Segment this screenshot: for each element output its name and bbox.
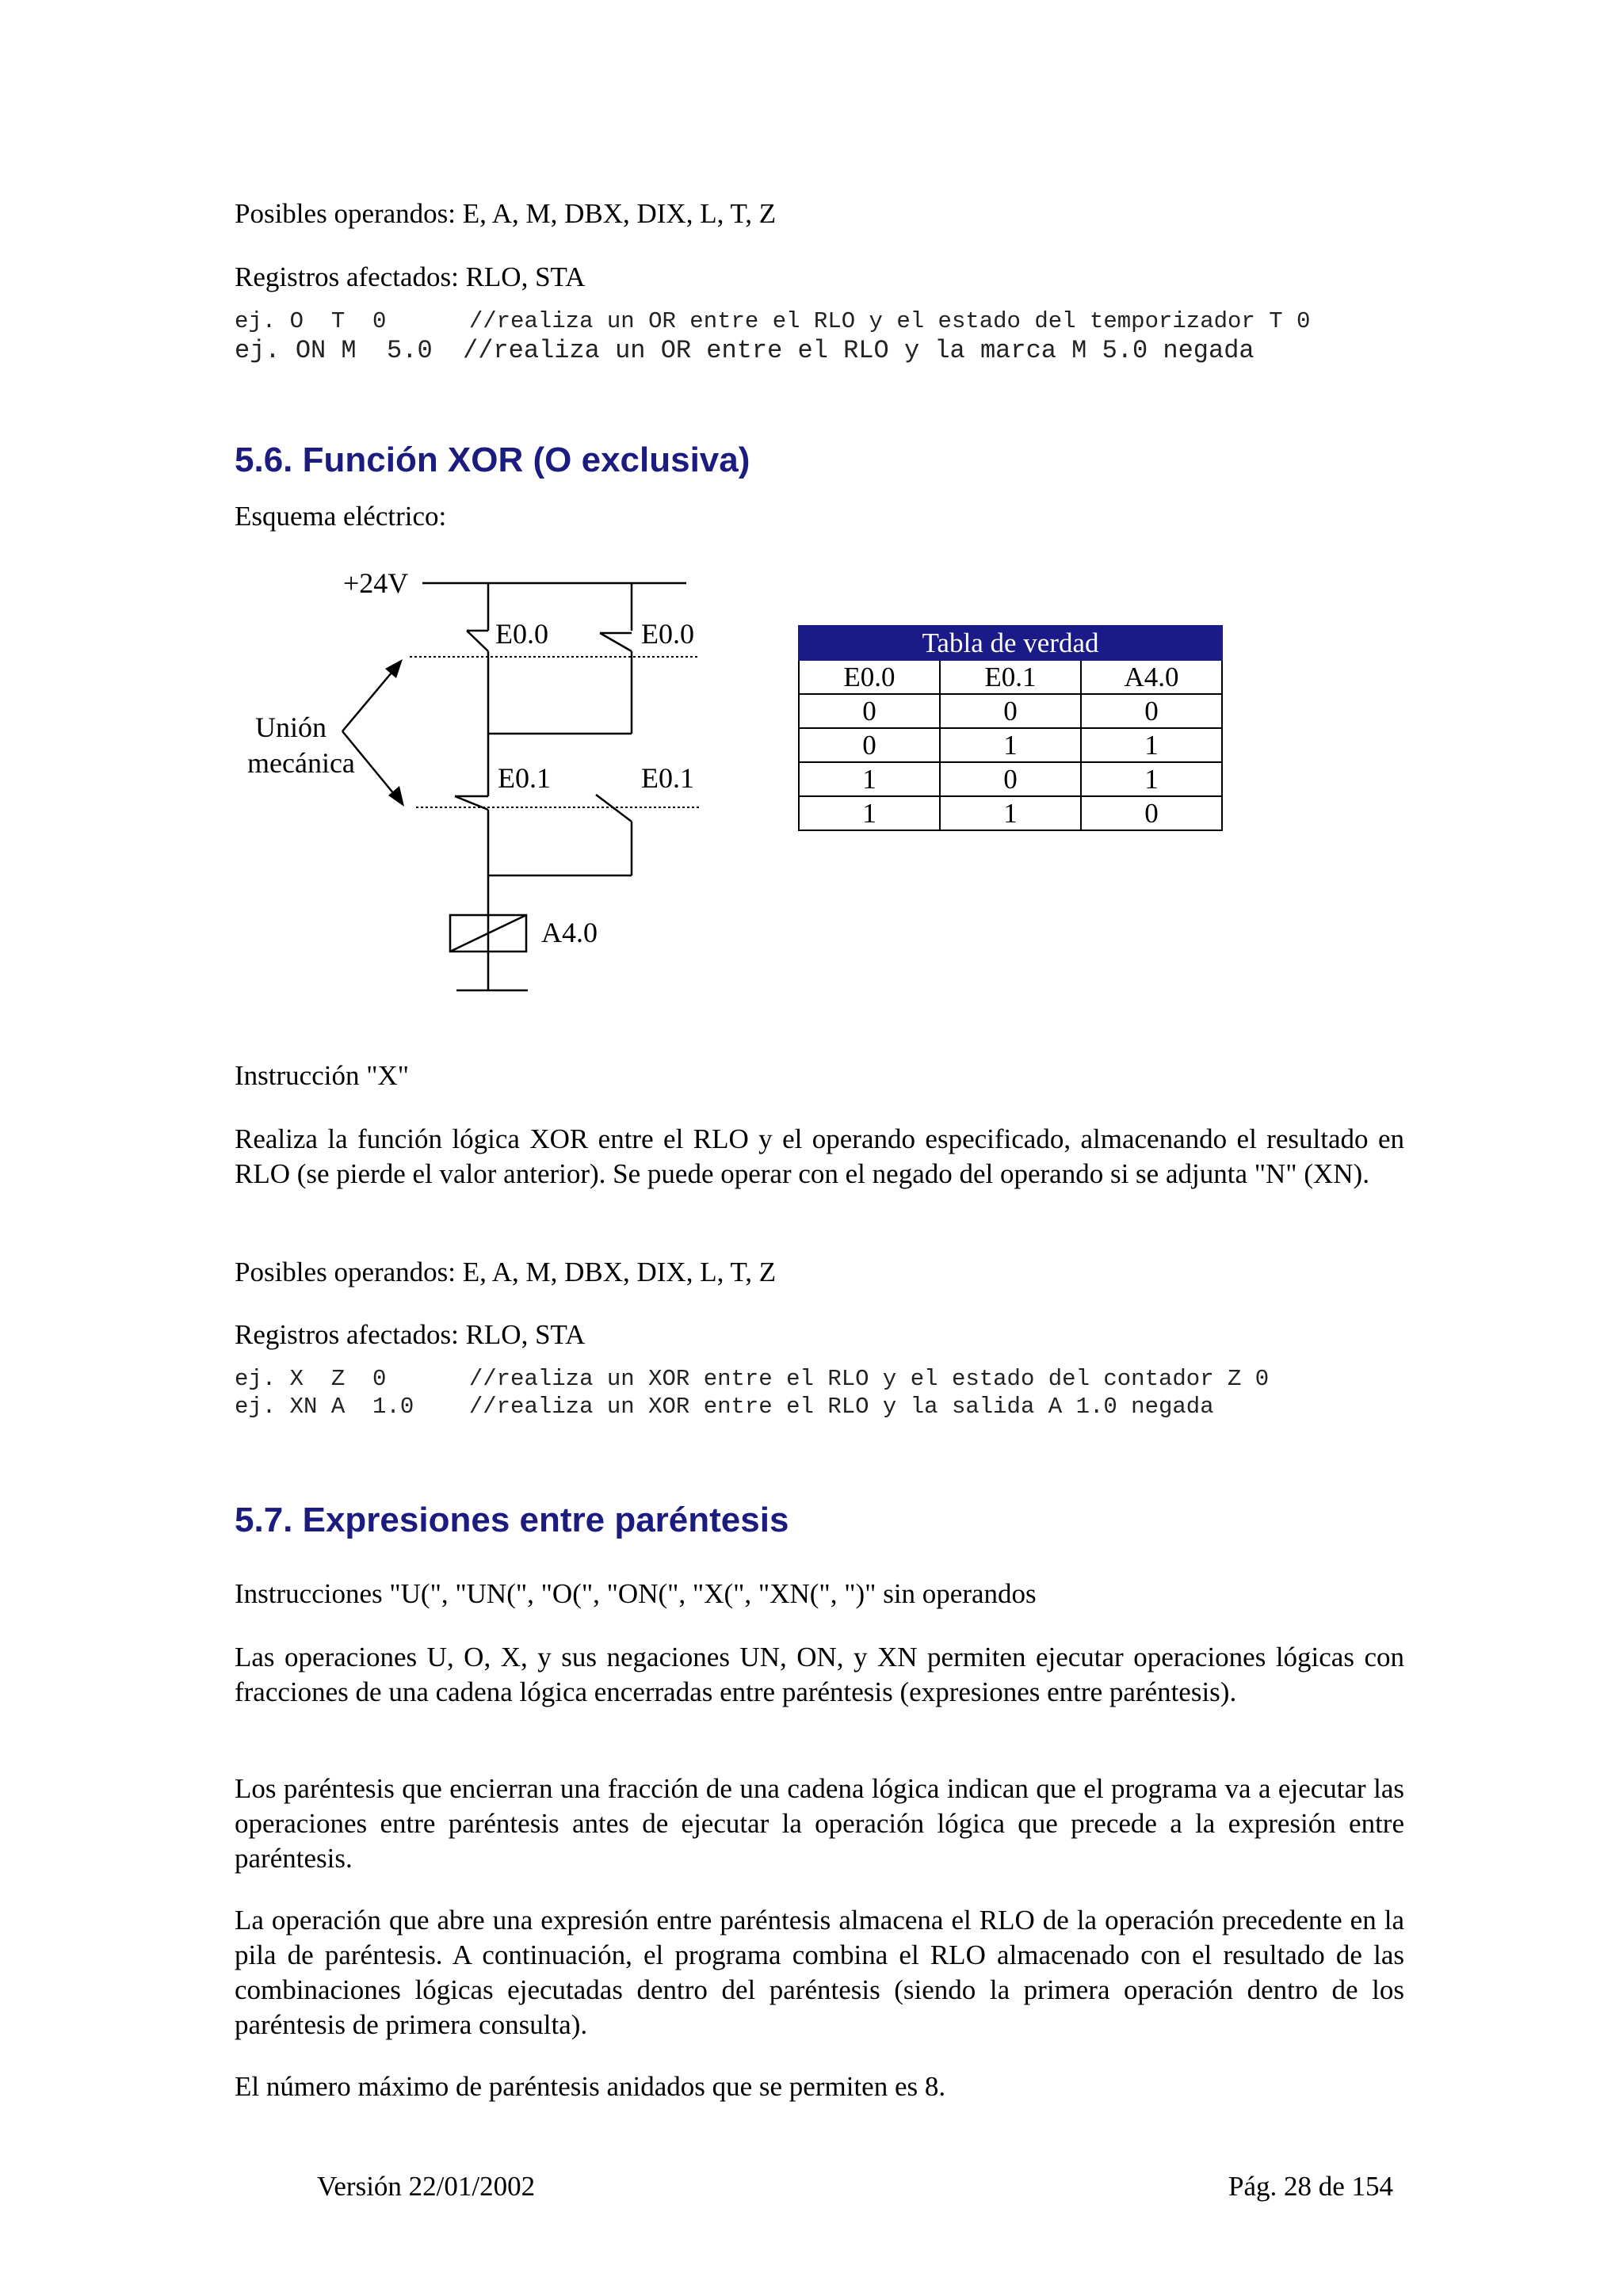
table-row: [799, 694, 1222, 728]
xor-operands-line: Posibles operandos: E, A, M, DBX, DIX, L, T, Z: [235, 1257, 777, 1287]
code-example-x: ej. X Z 0 //realiza un XOR entre el RLO y el estado del contador Z 0: [235, 1366, 1270, 1392]
paragraph-2: Los paréntesis que encierran una fracción de una cadena lógica indican que el programa va a ejecutar las operaciones entre paréntesis antes de ejecutar la operación lógica que precede a la expresión entre paréntesis.: [235, 1773, 1404, 1874]
table-cell: 0: [1081, 694, 1222, 728]
mechanical-union-label-line1: Unión: [255, 711, 327, 743]
paragraph-3: La operación que abre una expresión entre paréntesis almacena el RLO de la operación precedente en la pila de paréntesis. A continuación, el programa combina el RLO almacenado con el resultado de las combinaciones lógicas ejecutadas dentro del paréntesis (siendo la primera operación dentro de los paréntesis de primera consulta).: [235, 1905, 1404, 2040]
instruction-x-label: Instrucción "X": [235, 1060, 410, 1091]
table-row: [799, 728, 1222, 762]
xor-circuit-diagram: [238, 555, 729, 1014]
contact-e00-right-label: E0.0: [641, 618, 694, 650]
registers-line: Registros afectados: RLO, STA: [235, 261, 586, 292]
truth-table-header-row: [799, 660, 1222, 694]
operands-line: Posibles operandos: E, A, M, DBX, DIX, L, T, Z: [235, 198, 777, 229]
table-cell: 1: [1081, 762, 1222, 796]
footer-page-number: Pág. 28 de 154: [1228, 2171, 1394, 2202]
table-cell: 1: [940, 728, 1081, 762]
paragraph-1: Las operaciones U, O, X, y sus negaciones UN, ON, y XN permiten ejecutar operaciones lógicas con fracciones de una cadena lógica encerradas entre paréntesis (expresiones entre paréntesis).: [235, 1642, 1404, 1707]
mechanical-union-label-line2: mecánica: [247, 747, 355, 779]
xor-registers-line: Registros afectados: RLO, STA: [235, 1319, 586, 1350]
table-row: [799, 762, 1222, 796]
truth-table-header: A4.0: [1081, 660, 1222, 694]
paragraph-4: El número máximo de paréntesis anidados que se permiten es 8.: [235, 2071, 946, 2102]
section-heading-parentheses: 5.7. Expresiones entre paréntesis: [235, 1501, 789, 1539]
contact-e01-left-label: E0.1: [498, 762, 551, 794]
table-cell: 0: [940, 762, 1081, 796]
table-cell: 1: [1081, 728, 1222, 762]
coil-a40-label: A4.0: [541, 917, 598, 948]
code-example-xn: ej. XN A 1.0 //realiza un XOR entre el RLO y la salida A 1.0 negada: [235, 1394, 1214, 1420]
code-example-on: ej. ON M 5.0 //realiza un OR entre el RLO y la marca M 5.0 negada: [235, 336, 1254, 365]
section-heading-xor: 5.6. Función XOR (O exclusiva): [235, 441, 750, 479]
supply-voltage-label: +24V: [343, 567, 409, 599]
truth-table-header: E0.1: [940, 660, 1081, 694]
schema-label: Esquema eléctrico:: [235, 501, 447, 532]
table-cell: 0: [1081, 796, 1222, 830]
table-cell: 0: [940, 694, 1081, 728]
xor-description: Realiza la función lógica XOR entre el RLO y el operando especificado, almacenando el resultado en RLO (se pierde el valor anterior). Se puede operar con el negado del operando si se adjunta "N" (XN).: [235, 1123, 1404, 1189]
footer-version: Versión 22/01/2002: [317, 2171, 536, 2202]
truth-table-header: E0.0: [799, 660, 940, 694]
table-row: [799, 796, 1222, 830]
table-cell: 1: [799, 762, 940, 796]
parentheses-instructions: Instrucciones "U(", "UN(", "O(", "ON(", "X(", "XN(", ")" sin operandos: [235, 1578, 1037, 1609]
contact-e01-right-label: E0.1: [641, 762, 694, 794]
code-example-or: ej. O T 0 //realiza un OR entre el RLO y el estado del temporizador T 0: [235, 308, 1311, 334]
contact-e00-left-label: E0.0: [495, 618, 548, 650]
table-cell: 0: [799, 728, 940, 762]
truth-table: [798, 625, 1223, 831]
table-cell: 1: [940, 796, 1081, 830]
table-cell: 1: [799, 796, 940, 830]
table-cell: 0: [799, 694, 940, 728]
truth-table-title: Tabla de verdad: [799, 626, 1222, 660]
